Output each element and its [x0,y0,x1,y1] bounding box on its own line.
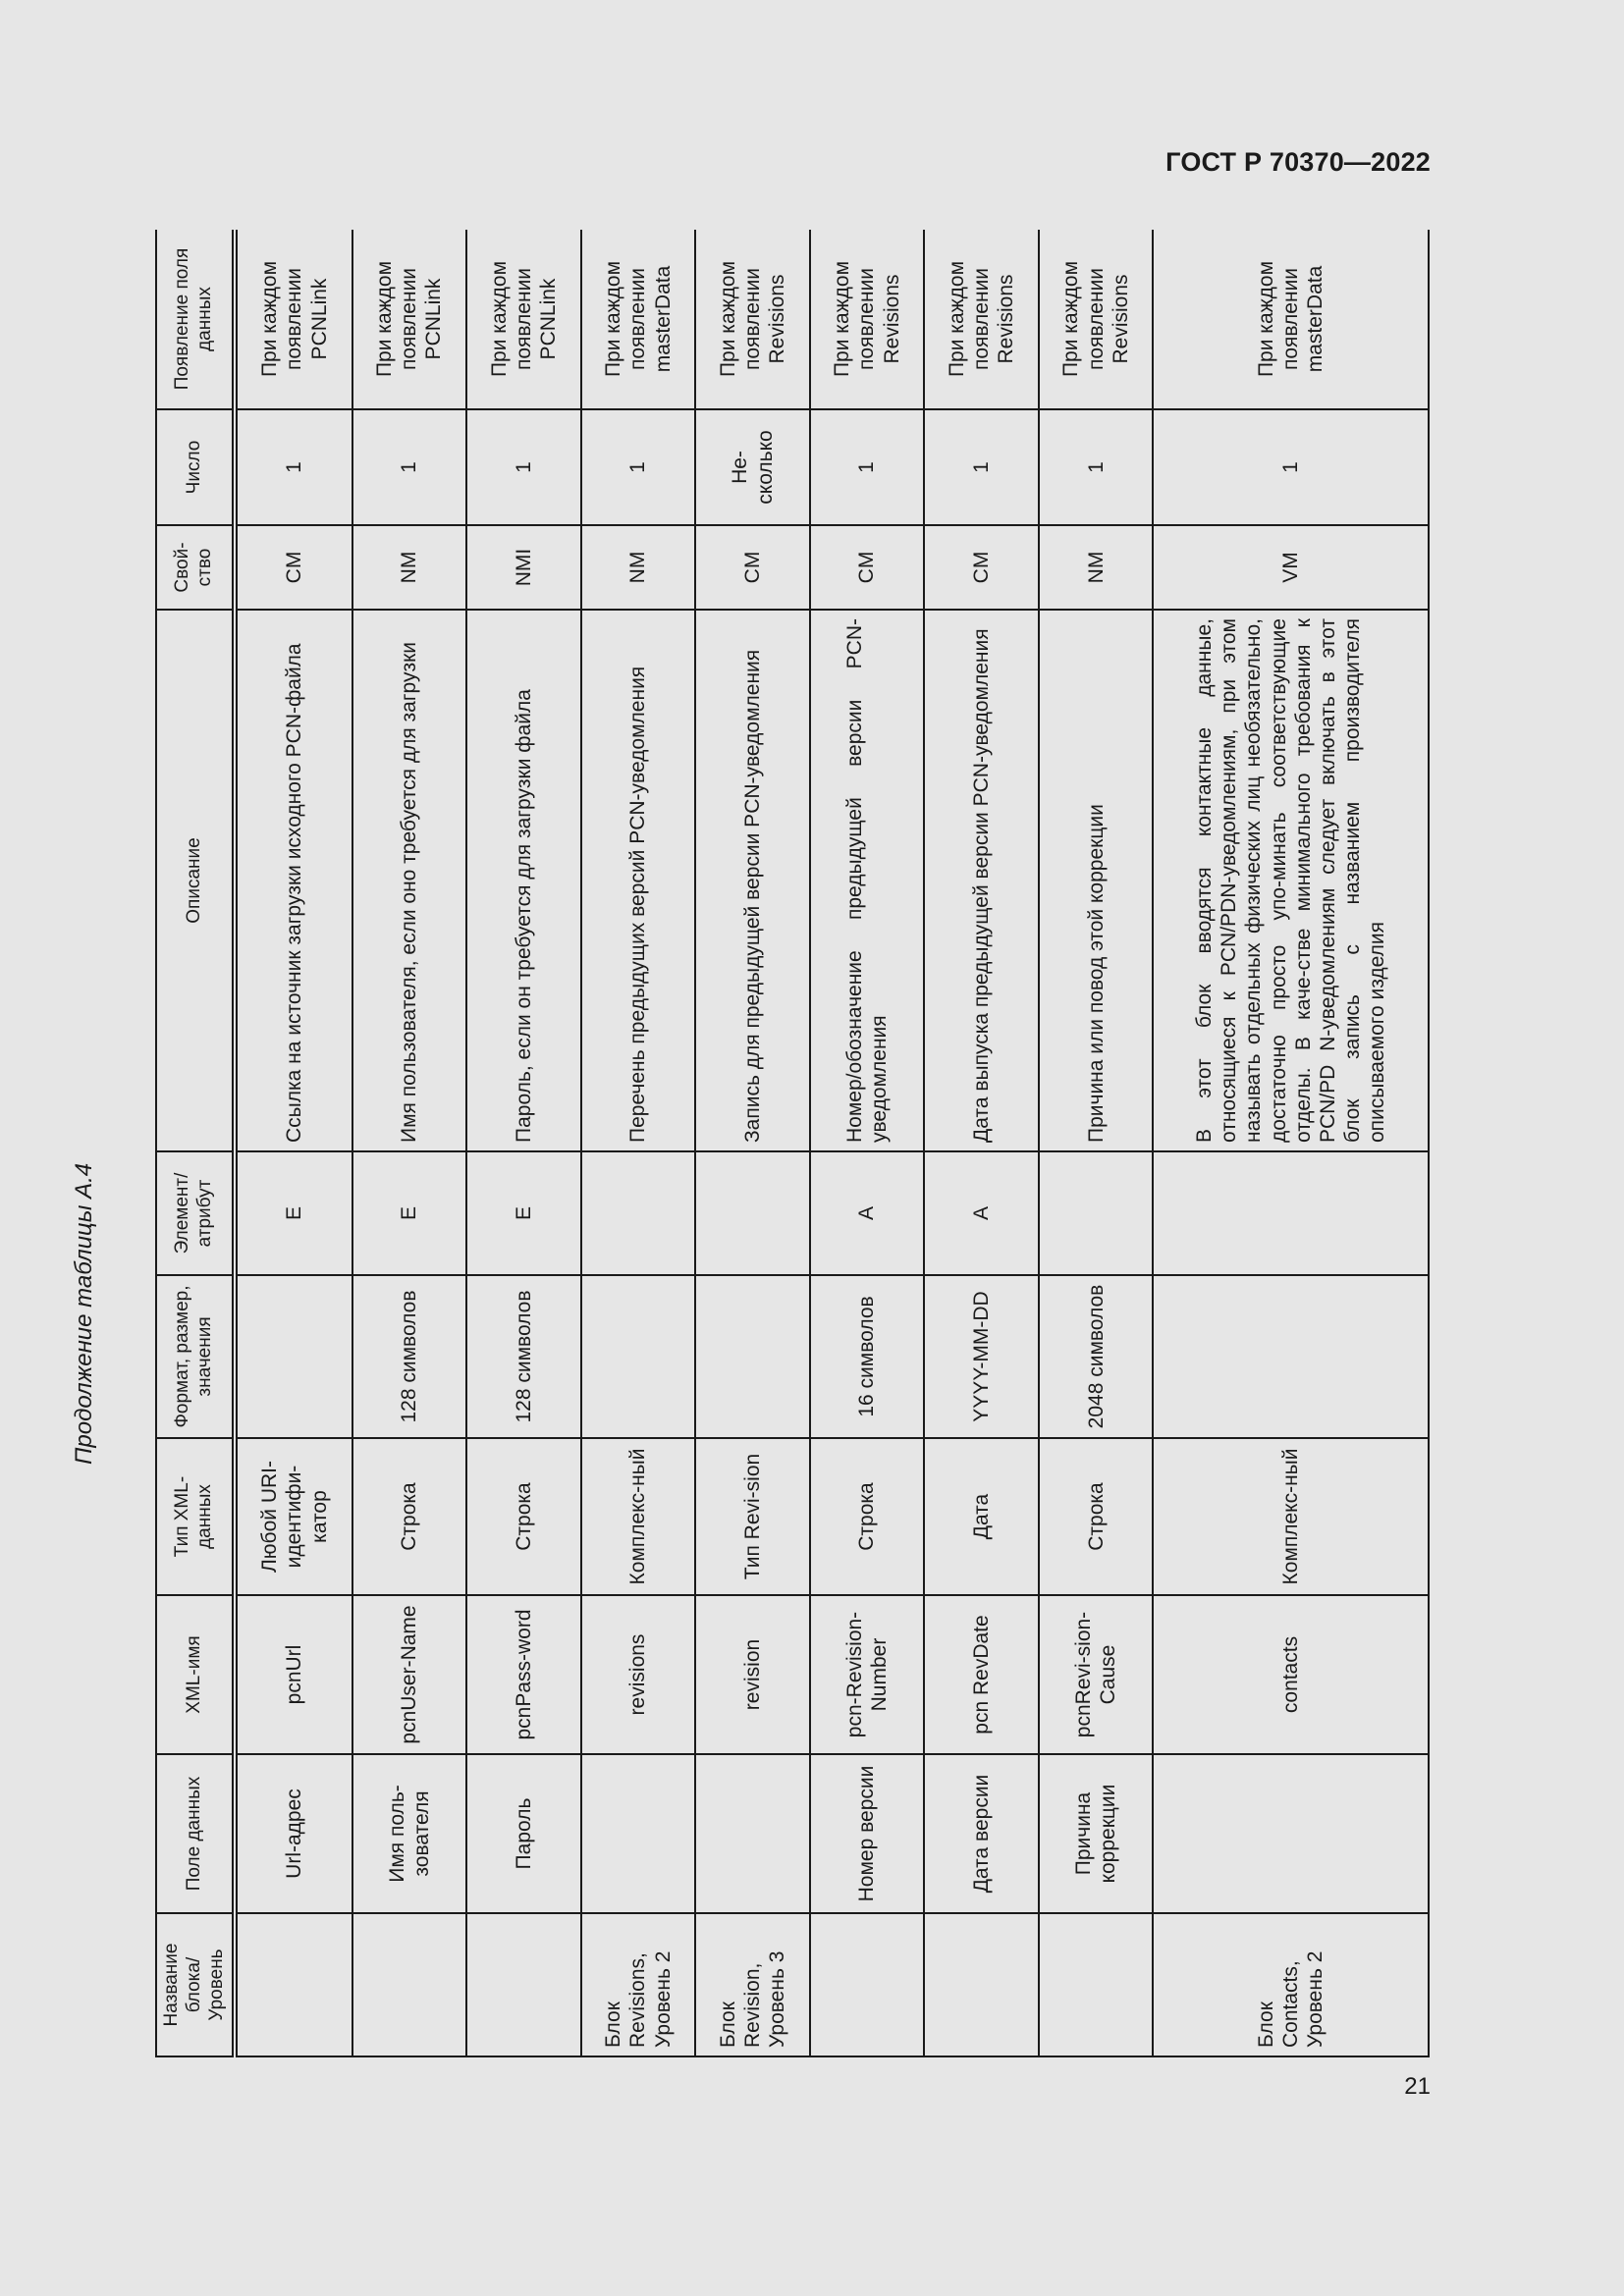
property-cell: CM [695,525,810,610]
description-cell: Перечень предыдущих версий PCN-уведомления [581,610,696,1151]
occurrence-cell: При каждом появлении Revisions [810,230,925,409]
document-code: ГОСТ Р 70370—2022 [1165,147,1431,177]
xml-name-cell: pcnRevi-sion-Cause [1039,1595,1154,1754]
xml-name-cell: pcnUser-Name [352,1595,467,1754]
xml-name-cell: pcn-Revision-Number [810,1595,925,1754]
block-cell [1039,1913,1154,2056]
description-cell: Ссылка на источник загрузки исходного PCN-файла [235,610,352,1151]
format-cell: 128 символов [352,1275,467,1438]
block-cell [810,1913,925,2056]
col-header-block: Название блока/ Уровень [156,1913,235,2056]
xml-name-cell: revisions [581,1595,696,1754]
format-cell: 16 символов [810,1275,925,1438]
block-cell [235,1913,352,2056]
xml-type-cell: Комплекс-ный [1153,1438,1429,1595]
block-cell: Блок Revision, Уровень 3 [695,1913,810,2056]
format-cell: YYYY-MM-DD [924,1275,1039,1438]
rotated-table [155,230,1430,2057]
xml-name-cell: pcn RevDate [924,1595,1039,1754]
col-header-xml-name: XML-имя [156,1595,235,1754]
element-cell: E [466,1151,581,1275]
element-cell [1153,1151,1429,1275]
format-cell [235,1275,352,1438]
table-header-row [156,230,235,2056]
occurrence-cell: При каждом появлении Revisions [924,230,1039,409]
number-cell: 1 [810,409,925,525]
number-cell: 1 [352,409,467,525]
xml-name-cell: revision [695,1595,810,1754]
description-cell: В этот блок вводятся контактные данные, относящиеся к PCN/PDN-уведомлениям, при этом называть отдельных физических лиц необязательно, достаточно просто упо-минать соответствующие отделы. В каче-стве минимального требования к PCN/PD N-уведомлениям следует включать в этот блок запись с названием производителя описываемого изделия [1153,610,1429,1151]
block-cell [924,1913,1039,2056]
col-header-format: Формат, размер, значения [156,1275,235,1438]
xml-type-cell: Любой URI-идентифи-катор [235,1438,352,1595]
description-cell: Имя пользователя, если оно требуется для загрузки [352,610,467,1151]
field-cell: Дата версии [924,1754,1039,1913]
format-cell [1153,1275,1429,1438]
format-cell [581,1275,696,1438]
col-header-description: Описание [156,610,235,1151]
occurrence-cell: При каждом появлении Revisions [695,230,810,409]
field-cell: Url-адрес [235,1754,352,1913]
property-cell: NM [352,525,467,610]
caption-container [71,1150,110,1465]
table-row [1153,230,1429,2056]
occurrence-cell: При каждом появлении PCNLink [235,230,352,409]
element-cell [695,1151,810,1275]
field-cell: Номер версии [810,1754,925,1913]
col-header-xml-type: Тип XML-данных [156,1438,235,1595]
field-cell [581,1754,696,1913]
number-cell: 1 [1039,409,1154,525]
property-cell: CM [235,525,352,610]
xml-type-cell: Строка [466,1438,581,1595]
table-row [235,230,352,2056]
property-cell: VM [1153,525,1429,610]
number-cell: Не-сколько [695,409,810,525]
element-cell [581,1151,696,1275]
number-cell: 1 [581,409,696,525]
col-header-occurrence: Появление поля данных [156,230,235,409]
field-cell: Пароль [466,1754,581,1913]
field-cell: Причина коррекции [1039,1754,1154,1913]
number-cell: 1 [1153,409,1429,525]
format-cell: 2048 символов [1039,1275,1154,1438]
property-cell: NMI [466,525,581,610]
element-cell: E [235,1151,352,1275]
block-cell [352,1913,467,2056]
xml-type-cell: Тип Revi-sion [695,1438,810,1595]
field-cell [695,1754,810,1913]
description-cell: Дата выпуска предыдущей версии PCN-уведомления [924,610,1039,1151]
table-caption: Продолжение таблицы А.4 [71,1162,97,1465]
format-cell: 128 символов [466,1275,581,1438]
description-cell: Номер/обозначение предыдущей версии PCN-уведомления [810,610,925,1151]
xml-type-cell: Комплекс-ный [581,1438,696,1595]
field-cell [1153,1754,1429,1913]
table-row [466,230,581,2056]
occurrence-cell: При каждом появлении PCNLink [352,230,467,409]
table-row [581,230,696,2056]
col-header-field: Поле данных [156,1754,235,1913]
table-row [924,230,1039,2056]
field-cell: Имя поль-зователя [352,1754,467,1913]
format-cell [695,1275,810,1438]
description-cell: Пароль, если он требуется для загрузки файла [466,610,581,1151]
xml-type-cell: Строка [352,1438,467,1595]
property-cell: CM [924,525,1039,610]
description-cell: Запись для предыдущей версии PCN-уведомления [695,610,810,1151]
xml-name-cell: pcnUrl [235,1595,352,1754]
col-header-number: Число [156,409,235,525]
data-table [155,230,1430,2057]
col-header-element: Элемент/ атрибут [156,1151,235,1275]
element-cell [1039,1151,1154,1275]
number-cell: 1 [924,409,1039,525]
table-body [235,230,1429,2056]
element-cell: A [810,1151,925,1275]
element-cell: A [924,1151,1039,1275]
property-cell: CM [810,525,925,610]
xml-type-cell: Строка [1039,1438,1154,1595]
occurrence-cell: При каждом появлении masterData [1153,230,1429,409]
occurrence-cell: При каждом появлении PCNLink [466,230,581,409]
page-number: 21 [1404,2073,1431,2100]
occurrence-cell: При каждом появлении masterData [581,230,696,409]
block-cell: Блок Contacts, Уровень 2 [1153,1913,1429,2056]
description-cell: Причина или повод этой коррекции [1039,610,1154,1151]
occurrence-cell: При каждом появлении Revisions [1039,230,1154,409]
col-header-property: Свой-ство [156,525,235,610]
table-row [1039,230,1154,2056]
table-area [155,230,1430,2057]
table-row [810,230,925,2056]
xml-name-cell: pcnPass-word [466,1595,581,1754]
table-row [695,230,810,2056]
element-cell: E [352,1151,467,1275]
number-cell: 1 [466,409,581,525]
property-cell: NM [581,525,696,610]
block-cell: Блок Revisions, Уровень 2 [581,1913,696,2056]
number-cell: 1 [235,409,352,525]
xml-type-cell: Строка [810,1438,925,1595]
xml-name-cell: contacts [1153,1595,1429,1754]
block-cell [466,1913,581,2056]
property-cell: NM [1039,525,1154,610]
xml-type-cell: Дата [924,1438,1039,1595]
table-row [352,230,467,2056]
